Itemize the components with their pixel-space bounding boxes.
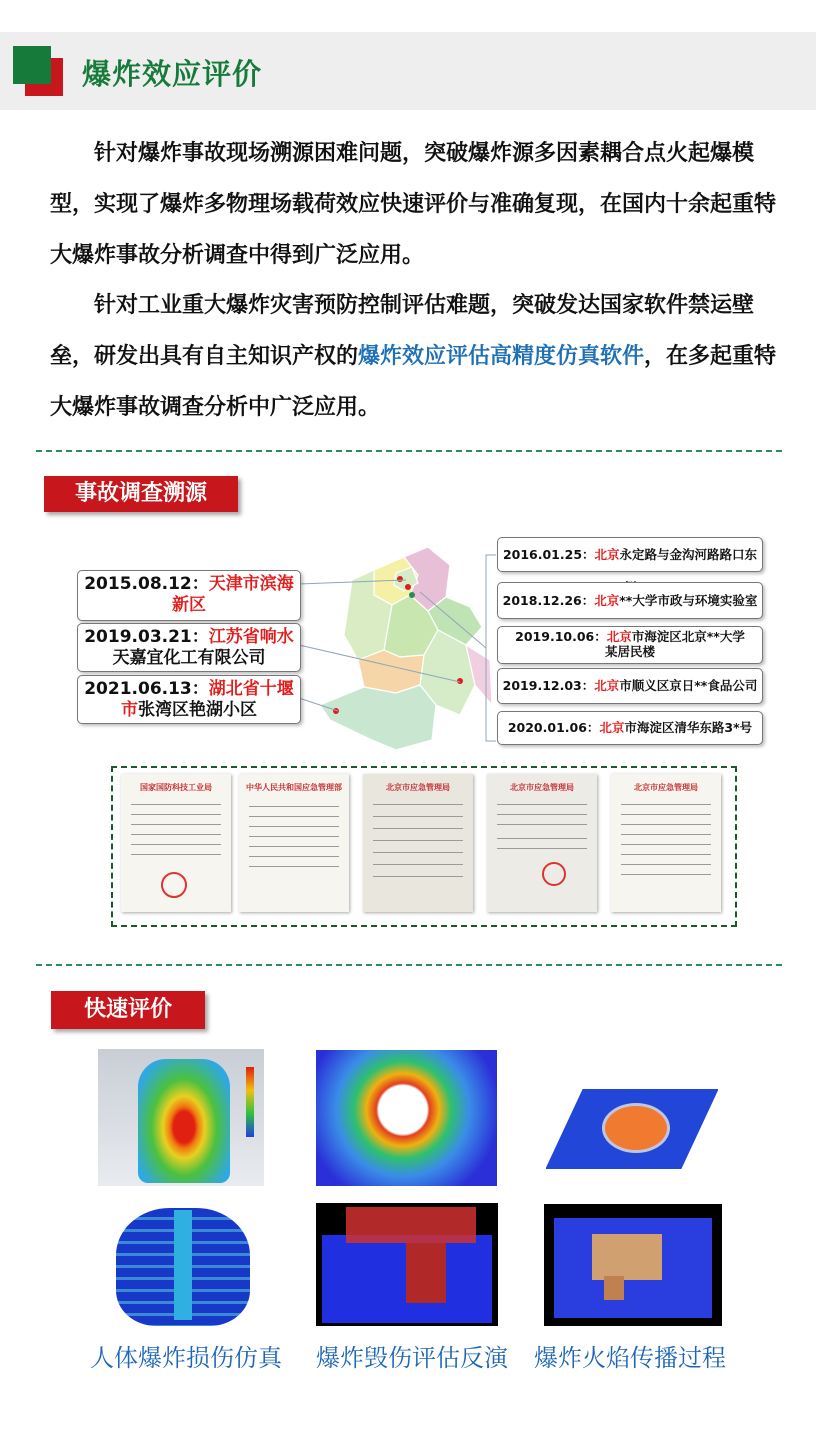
paragraph-2-before: 针对工业重大爆炸灾害预防控制评估难题，突破发达国家软件禁运壁垒，研发出具有自主知识产权的 bbox=[50, 293, 755, 369]
event-date: 2019.03.21： bbox=[84, 627, 209, 647]
section-tag-investigation: 事故调查溯源 bbox=[44, 476, 238, 512]
event-date: 2020.01.06： bbox=[507, 720, 600, 735]
platform-blast-simulation-image bbox=[546, 1055, 718, 1185]
left-event-card-3 bbox=[77, 675, 301, 724]
letter-title: 北京市应急管理局 bbox=[386, 783, 450, 792]
event-city: 北京 bbox=[606, 629, 632, 644]
section-tag-rapid-evaluation: 快速评价 bbox=[51, 991, 205, 1029]
letter-title: 国家国防科技工业局 bbox=[140, 783, 212, 792]
caption-human-injury: 人体爆炸损伤仿真 bbox=[90, 1344, 282, 1372]
ribcage-blast-simulation-image bbox=[100, 1200, 266, 1330]
paragraph-2-after: ，在多起重特大爆炸事故调查分析中广泛应用。 bbox=[50, 344, 777, 420]
event-location: 市海淀区清华东路3*号 bbox=[624, 720, 753, 735]
event-place-detail: 张湾区艳湖小区 bbox=[138, 700, 257, 720]
letter-image-4 bbox=[487, 774, 597, 912]
right-event-card-2 bbox=[497, 582, 763, 619]
shockwave-simulation-image bbox=[316, 1050, 497, 1186]
intro-paragraph-1: 针对爆炸事故现场溯源困难问题，突破爆炸源多因素耦合点火起爆模型，实现了爆炸多物理场载荷效应快速评价与准确复现，在国内十余起重特大爆炸事故分析调查中得到广泛应用。 bbox=[50, 141, 777, 268]
event-date: 2016.01.25： bbox=[502, 547, 595, 562]
event-location: **大学市政与环境实验室 bbox=[619, 593, 758, 608]
event-date: 2018.12.26： bbox=[502, 593, 595, 608]
right-event-card-3 bbox=[497, 626, 763, 664]
event-city: 北京 bbox=[594, 547, 620, 562]
caption-damage-inversion: 爆炸毁伤评估反演 bbox=[316, 1344, 508, 1372]
event-place-detail: 天嘉宜化工有限公司 bbox=[112, 648, 266, 668]
event-date: 2019.10.06： bbox=[515, 629, 607, 644]
letter-title: 北京市应急管理局 bbox=[510, 783, 574, 792]
right-event-card-1 bbox=[497, 537, 763, 572]
flame-propagation-simulation-image bbox=[544, 1204, 722, 1326]
letter-title: 北京市应急管理局 bbox=[634, 783, 698, 792]
letter-image-1 bbox=[121, 774, 231, 912]
event-location: 市海淀区北京**大学某居民楼 bbox=[604, 629, 745, 659]
event-city: 北京 bbox=[594, 593, 620, 608]
letter-title: 中华人民共和国应急管理部 bbox=[246, 783, 342, 792]
letter-image-5 bbox=[611, 774, 721, 912]
event-city: 北京 bbox=[599, 720, 625, 735]
event-city: 北京 bbox=[594, 678, 620, 693]
event-location: 永定路与金沟河路路口东 bbox=[619, 547, 758, 562]
caption-flame-propagation: 爆炸火焰传播过程 bbox=[534, 1344, 726, 1372]
building-damage-simulation-image bbox=[316, 1203, 498, 1326]
event-location: 市顺义区京日**食品公司 bbox=[619, 678, 758, 693]
torso-blast-simulation-image bbox=[98, 1049, 264, 1186]
event-date: 2019.12.03： bbox=[502, 678, 595, 693]
left-event-card-1 bbox=[77, 570, 301, 621]
right-event-card-4 bbox=[497, 668, 763, 704]
page-title: 爆炸效应评价 bbox=[82, 57, 263, 91]
event-place: 湖北省十堰市 bbox=[121, 679, 294, 720]
right-event-card-5 bbox=[497, 711, 763, 745]
event-date: 2021.06.13： bbox=[84, 679, 209, 699]
left-event-card-2 bbox=[77, 623, 301, 672]
software-highlight: 爆炸效应评估高精度仿真软件 bbox=[358, 344, 645, 369]
letter-image-2 bbox=[239, 774, 349, 912]
letter-image-3 bbox=[363, 774, 473, 912]
event-place: 江苏省响水 bbox=[208, 627, 294, 647]
event-place: 天津市滨海新区 bbox=[172, 574, 294, 615]
divider bbox=[36, 964, 782, 966]
event-date: 2015.08.12： bbox=[84, 574, 209, 594]
official-letters bbox=[111, 766, 737, 927]
